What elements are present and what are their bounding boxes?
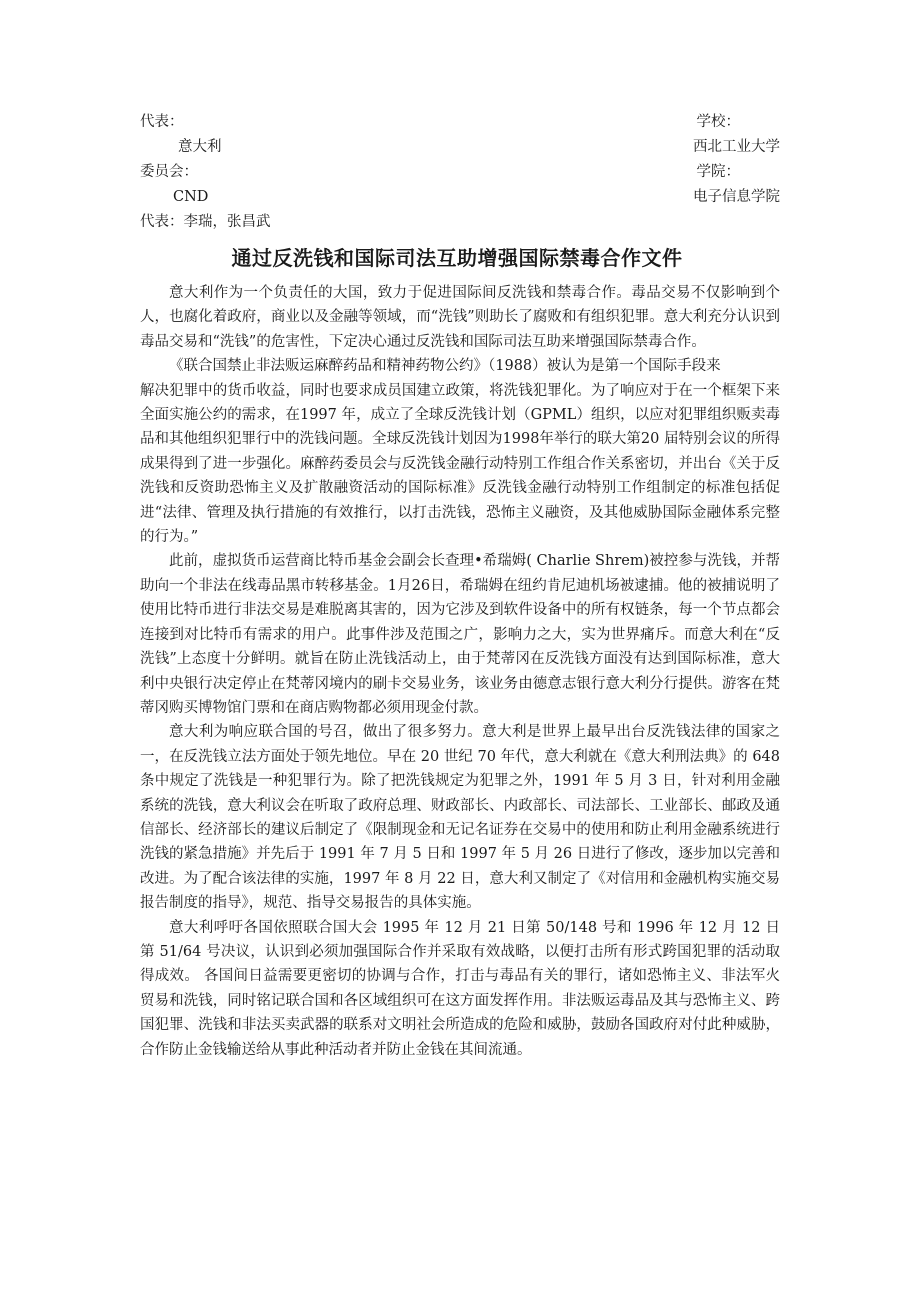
document-title: 通过反洗钱和国际司法互助增强国际禁毒合作文件 — [231, 246, 683, 270]
header-row-5 — [140, 210, 780, 235]
paragraph-3: 解决犯罪中的货币收益，同时也要求成员国建立政策，将洗钱犯罪化。为了响应对于在一个框架下来全面实施公约的需求，在1997 年，成立了全球反洗钱计划（GPML）组织，以应对犯罪组织贩卖毒品和其他组织犯罪行中的洗钱问题。全球反洗钱计划因为1998年举行的联大第20 届特别会议的所得成果得到了进一步强化。麻醉药委员会与反洗钱金融行动特别工作组合作关系密切，并出台《关于反洗钱和反资助恐怖主义及扩散融资活动的国际标准》反洗钱金融行动特别工作组制定的标准包括促进“法律、管理及执行措施的有效推行，以打击洗钱，恐怖主义融资，及其他威胁国际金融体系完整的行为。” — [140, 382, 780, 546]
document-page — [140, 110, 780, 1062]
header-row-1 — [140, 110, 780, 135]
country-value: 意大利 — [178, 139, 222, 155]
school-label: 学校： — [696, 114, 740, 130]
representatives: 代表：李瑞，张昌武 — [140, 214, 271, 230]
paragraph-5: 意大利为响应联合国的号召，做出了很多努力。意大利是世界上最早出台反洗钱法律的国家之一，在反洗钱立法方面处于领先地位。早在 20 世纪 70 年代，意大利就在《意大利刑法典》的 648 条中规定了洗钱是一种犯罪行为。除了把洗钱规定为犯罪之外，1991 年 5 月 3 日，针对利用金融系统的洗钱，意大利议会在听取了政府总理、财政部长、内政部长、司法部长、工业部长、邮政及通信部长、经济部长的建议后制定了《限制现金和无记名证券在交易中的使用和防止利用金融系统进行洗钱的紧急措施》并先后于 1991 年 7 月 5 日和 1997 年 5 月 26 日进行了修改，逐步加以完善和改进。为了配合该法律的实施，1997 年 8 月 22 日，意大利又制定了《对信用和金融机构实施交易报告制度的指导》，规范、指导交易报告的具体实施。 — [140, 724, 780, 912]
header-row-2 — [140, 135, 780, 160]
header-row-3 — [140, 160, 780, 185]
committee-value: CND — [173, 189, 209, 205]
college-value: 电子信息学院 — [693, 189, 780, 205]
paragraph-6: 意大利呼吁各国依照联合国大会 1995 年 12 月 21 日第 50/148 号和 1996 年 12 月 12 日第 51/64 号决议，认识到必须加强国际合作并采取有效战略，以便打击所有形式跨国犯罪的活动取得成效。 各国间日益需要更密切的协调与合作，打击与毒品有关的罪行，诸如恐怖主义、非法军火贸易和洗钱，同时铭记联合国和各区域组织可在这方面发挥作用。非法贩运毒品及其与恐怖主义、跨国犯罪、洗钱和非法买卖武器的联系对文明社会所造成的危险和威胁，鼓励各国政府对付此种威胁，合作防止金钱输送给从事此种活动者并防止金钱在其间流通。 — [140, 919, 780, 1058]
header-row-4 — [140, 185, 780, 210]
paragraph-2: 《联合国禁止非法贩运麻醉药品和精神药物公约》（1988）被认为是第一个国际手段来 — [169, 358, 721, 375]
committee-label: 委员会： — [140, 164, 198, 180]
paragraph-4: 此前，虚拟货币运营商比特币基金会副会长查理•希瑞姆( Charlie Shrem)被控参与洗钱，并帮助向一个非法在线毒品黑市转移基金。1月26日，希瑞姆在纽约肯尼迪机场被逮捕。他的被捕说明了使用比特币进行非法交易是难脱离其害的，因为它涉及到软件设备中的所有权链条，每一个节点都会连接到对比特币有需求的用户。此事件涉及范围之广，影响力之大，实为世界痛斥。而意大利在“反洗钱”上态度十分鲜明。就旨在防止洗钱活动上，由于梵蒂冈在反洗钱方面没有达到国际标准，意大利中央银行决定停止在梵蒂冈境内的刷卡交易业务，该业务由德意志银行意大利分行提供。游客在梵蒂冈购买博物馆门票和在商店购物都必须用现金付款。 — [140, 553, 780, 716]
delegate-label: 代表： — [140, 114, 184, 130]
school-value: 西北工业大学 — [693, 139, 780, 155]
paragraph-1: 意大利作为一个负责任的大国，致力于促进国际间反洗钱和禁毒合作。毒品交易不仅影响到个人，也腐化着政府，商业以及金融等领域，而“洗钱”则助长了腐败和有组织犯罪。意大利充分认识到毒品交易和“洗钱”的危害性，下定决心通过反洗钱和国际司法互助来增强国际禁毒合作。 — [140, 285, 780, 350]
college-label: 学院： — [696, 164, 740, 180]
